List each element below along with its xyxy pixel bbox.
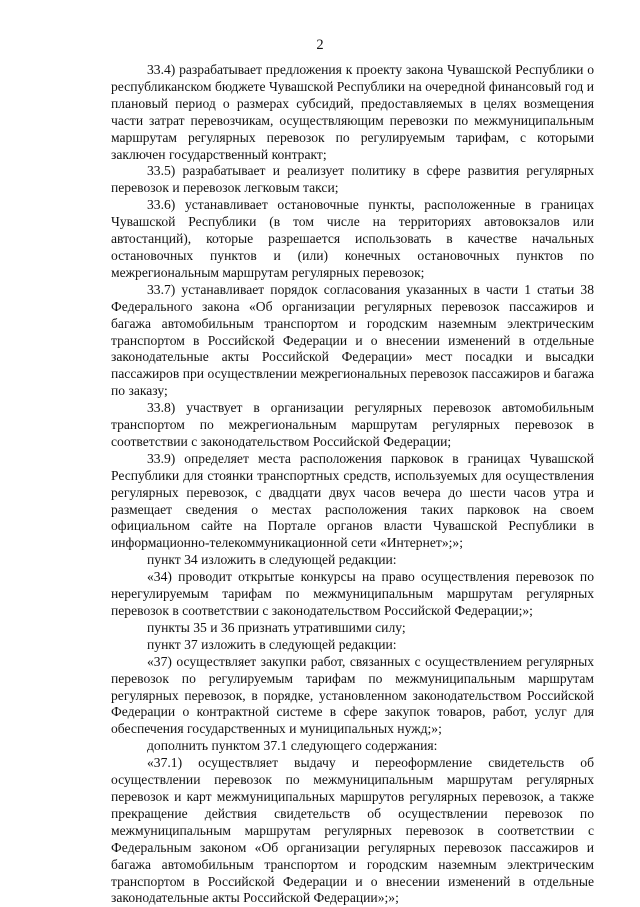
paragraph-33-9: 33.9) определяет места расположения парковок в границах Чувашской Республики для стоянки транспортных средств, используемых для осуществления регулярных перевозок, с двадцати двух часов вечера до шести часов утра и размещает сведения о местах расположения таких парковок на своем официальном сайте на Портале органов власти Чувашской Республики в информационно-телекоммуникационной сети «Интернет»;»;: [111, 450, 594, 551]
paragraph-33-7: 33.7) устанавливает порядок согласования указанных в части 1 статьи 38 Федерального закона «Об организации регулярных перевозок пассажиров и багажа автомобильным транспортом и городским наземным электрическим транспортом в Российской Федерации и о внесении изменений в отдельные законодательные акты Российской Федерации» мест посадки и высадки пассажиров при осуществлении межрегиональных перевозок пассажиров и багажа по заказу;: [111, 281, 594, 399]
page-number: 2: [316, 37, 324, 53]
instruction-point-34: пункт 34 изложить в следующей редакции:: [147, 552, 397, 568]
document-body: [111, 62, 594, 907]
paragraph-34: «34) проводит открытые конкурсы на право осуществления перевозок по нерегулируемым тарифам по межмуниципальным маршрутам регулярных перевозок в соответствии с законодательством Российской Федерации;»;: [111, 569, 594, 618]
paragraph-37: «37) осуществляет закупки работ, связанных с осуществлением регулярных перевозок по регулируемым тарифам по межмуниципальным маршрутам регулярных перевозок, в порядке, установленном законодательством Российской Федерации о контрактной системе в сфере закупок товаров, работ, услуг для обеспечения государственных и муниципальных нужд;»;: [111, 653, 594, 737]
paragraph-33-6: 33.6) устанавливает остановочные пункты, расположенные в границах Чувашской Республики (в том числе на территориях автовокзалов или автостанций), которые разрешается использовать в качестве начальных остановочных пунктов и (или) конечных остановочных пунктов по межрегиональным маршрутам регулярных перевозок;: [111, 197, 594, 280]
paragraph-33-8: 33.8) участвует в организации регулярных перевозок автомобильным транспортом по межрегиональным маршрутам регулярных перевозок в соответствии с законодательством Российской Федерации;: [111, 400, 594, 449]
instruction-point-37-1: дополнить пунктом 37.1 следующего содержания:: [147, 738, 438, 754]
paragraph-33-4: 33.4) разрабатывает предложения к проекту закона Чувашской Республики о республиканском бюджете Чувашской Республики на очередной финансовый год и плановый период о размерах субсидий, предоставляемых в целях возмещения части затрат перевозчикам, осуществляющим перевозки по межмуниципальным маршрутам регулярных перевозок по регулируемым тарифам, с которыми заключен государственный контракт;: [111, 62, 594, 162]
instruction-points-35-36: пункты 35 и 36 признать утратившими силу;: [147, 619, 406, 635]
paragraph-33-5: 33.5) разрабатывает и реализует политику в сфере развития регулярных перевозок и перевозок легковым такси;: [111, 163, 594, 196]
instruction-point-37: пункт 37 изложить в следующей редакции:: [147, 636, 397, 652]
paragraph-37-1: «37.1) осуществляет выдачу и переоформление свидетельств об осуществлении перевозок по межмуниципальным маршрутам регулярных перевозок и карт межмуниципальных маршрутов регулярных перевозок, а также прекращение действия свидетельств об осуществлении перевозок по межмуниципальным маршрутам регулярных перевозок в соответствии с Федеральным законом «Об организации регулярных перевозок пассажиров и багажа автомобильным транспортом и городским наземным электрическим транспортом в Российской Федерации и о внесении изменений в отдельные законодательные акты Российской Федерации»;»;: [111, 755, 594, 906]
